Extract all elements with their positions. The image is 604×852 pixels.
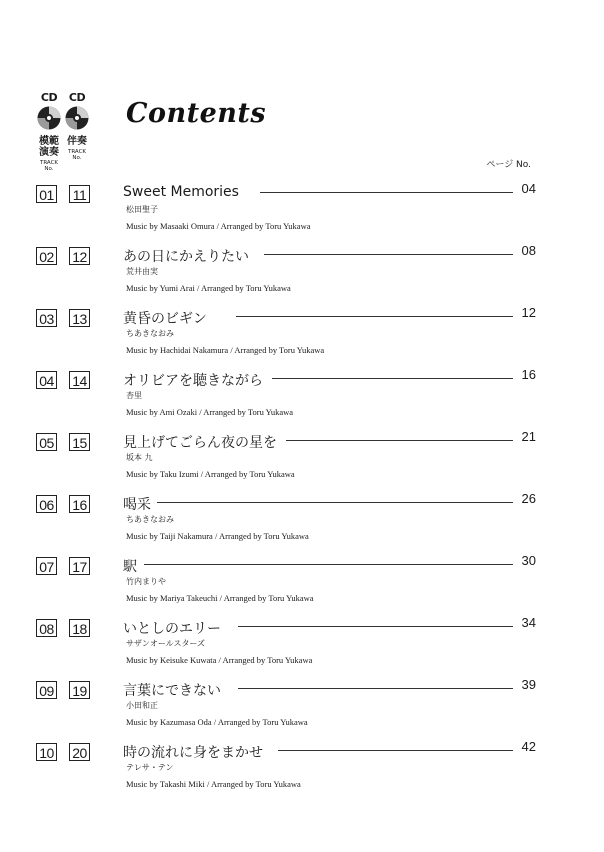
song-title[interactable]: オリビアを聴きながら — [123, 373, 263, 389]
leader-line — [236, 316, 513, 317]
backing-track-badge: 14 — [69, 371, 90, 389]
page-number-label: ページ No. — [486, 160, 531, 170]
backing-track-badge: 16 — [69, 495, 90, 513]
page-number[interactable]: 21 — [521, 429, 536, 444]
backing-track-badge: 13 — [69, 309, 90, 327]
contents-entry[interactable] — [36, 739, 536, 799]
leader-line — [286, 440, 513, 441]
cd-header — [36, 92, 96, 182]
demo-track-badge: 03 — [36, 309, 57, 327]
contents-entry[interactable] — [36, 491, 536, 551]
song-title[interactable]: 見上げてごらん夜の星を — [123, 435, 277, 451]
credit-line: Music by Taiji Nakamura / Arranged by Toru Yukawa — [126, 531, 309, 541]
credit-line: Music by Ami Ozaki / Arranged by Toru Yukawa — [126, 407, 294, 417]
demo-track-badge: 05 — [36, 433, 57, 451]
page-number[interactable]: 04 — [521, 181, 536, 196]
cd-label: CD — [40, 91, 58, 104]
demo-track-badge: 01 — [36, 185, 57, 203]
demo-track-badge: 04 — [36, 371, 57, 389]
demo-track-badge: 09 — [36, 681, 57, 699]
cd-track-label: TRACK No. — [67, 149, 87, 161]
page-number[interactable]: 39 — [521, 677, 536, 692]
backing-track-badge: 19 — [69, 681, 90, 699]
demo-track-badge: 02 — [36, 247, 57, 265]
leader-line — [278, 750, 513, 751]
backing-track-badge: 12 — [69, 247, 90, 265]
page-number[interactable]: 42 — [521, 739, 536, 754]
song-title[interactable]: 時の流れに身をまかせ — [123, 745, 263, 761]
demo-track-badge: 08 — [36, 619, 57, 637]
leader-line — [157, 502, 513, 503]
contents-entry[interactable] — [36, 677, 536, 737]
page-number[interactable]: 34 — [521, 615, 536, 630]
backing-track-badge: 15 — [69, 433, 90, 451]
artist-name: 竹内まりや — [126, 577, 166, 586]
credit-line: Music by Mariya Takeuchi / Arranged by Toru Yukawa — [126, 593, 314, 603]
page-title: Contents — [126, 98, 267, 129]
song-title[interactable]: あの日にかえりたい — [123, 249, 249, 265]
contents-entry[interactable] — [36, 243, 536, 303]
artist-name: 坂本 九 — [126, 453, 153, 462]
artist-name: ちあきなおみ — [126, 329, 174, 338]
contents-entry[interactable] — [36, 553, 536, 613]
leader-line — [264, 254, 513, 255]
page-number[interactable]: 30 — [521, 553, 536, 568]
page-number[interactable]: 12 — [521, 305, 536, 320]
credit-line: Music by Keisuke Kuwata / Arranged by Toru Yukawa — [126, 655, 313, 665]
demo-track-badge: 06 — [36, 495, 57, 513]
artist-name: 荒井由実 — [126, 267, 158, 276]
contents-entry[interactable] — [36, 429, 536, 489]
credit-line: Music by Taku Izumi / Arranged by Toru Yukawa — [126, 469, 295, 479]
leader-line — [238, 626, 513, 627]
backing-track-badge: 18 — [69, 619, 90, 637]
cd-role-backing: 伴奏 — [67, 136, 87, 147]
backing-track-badge: 11 — [69, 185, 90, 203]
cd-track-label: TRACK No. — [39, 160, 59, 172]
cd-column-demo — [36, 92, 62, 172]
contents-entry[interactable] — [36, 305, 536, 365]
cd-disc-icon — [37, 106, 61, 130]
song-title[interactable]: 駅 — [123, 559, 137, 575]
song-title[interactable]: Sweet Memories — [123, 184, 239, 200]
artist-name: 松田聖子 — [126, 205, 158, 214]
credit-line: Music by Masaaki Omura / Arranged by Toru Yukawa — [126, 221, 311, 231]
cd-role-demo: 模範 演奏 — [39, 136, 59, 158]
contents-entry[interactable] — [36, 181, 536, 241]
credit-line: Music by Yumi Arai / Arranged by Toru Yukawa — [126, 283, 291, 293]
artist-name: 杏里 — [126, 391, 142, 400]
leader-line — [144, 564, 513, 565]
credit-line: Music by Hachidai Nakamura / Arranged by Toru Yukawa — [126, 345, 325, 355]
artist-name: サザンオールスターズ — [126, 639, 206, 648]
cd-label: CD — [68, 91, 86, 104]
backing-track-badge: 20 — [69, 743, 90, 761]
demo-track-badge: 10 — [36, 743, 57, 761]
credit-line: Music by Kazumasa Oda / Arranged by Toru Yukawa — [126, 717, 308, 727]
page-number[interactable]: 26 — [521, 491, 536, 506]
leader-line — [238, 688, 513, 689]
contents-entry[interactable] — [36, 615, 536, 675]
leader-line — [272, 378, 513, 379]
backing-track-badge: 17 — [69, 557, 90, 575]
demo-track-badge: 07 — [36, 557, 57, 575]
artist-name: ちあきなおみ — [126, 515, 174, 524]
page-number[interactable]: 16 — [521, 367, 536, 382]
cd-column-backing — [64, 92, 90, 161]
song-title[interactable]: 言葉にできない — [123, 683, 221, 699]
page-number[interactable]: 08 — [521, 243, 536, 258]
leader-line — [260, 192, 513, 193]
contents-entry[interactable] — [36, 367, 536, 427]
credit-line: Music by Takashi Miki / Arranged by Toru Yukawa — [126, 779, 301, 789]
artist-name: 小田和正 — [126, 701, 158, 710]
artist-name: テレサ・テン — [126, 763, 174, 772]
song-title[interactable]: 黄昏のビギン — [123, 311, 207, 327]
song-title[interactable]: いとしのエリー — [123, 621, 221, 637]
cd-disc-icon — [65, 106, 89, 130]
song-title[interactable]: 喝采 — [123, 497, 151, 513]
